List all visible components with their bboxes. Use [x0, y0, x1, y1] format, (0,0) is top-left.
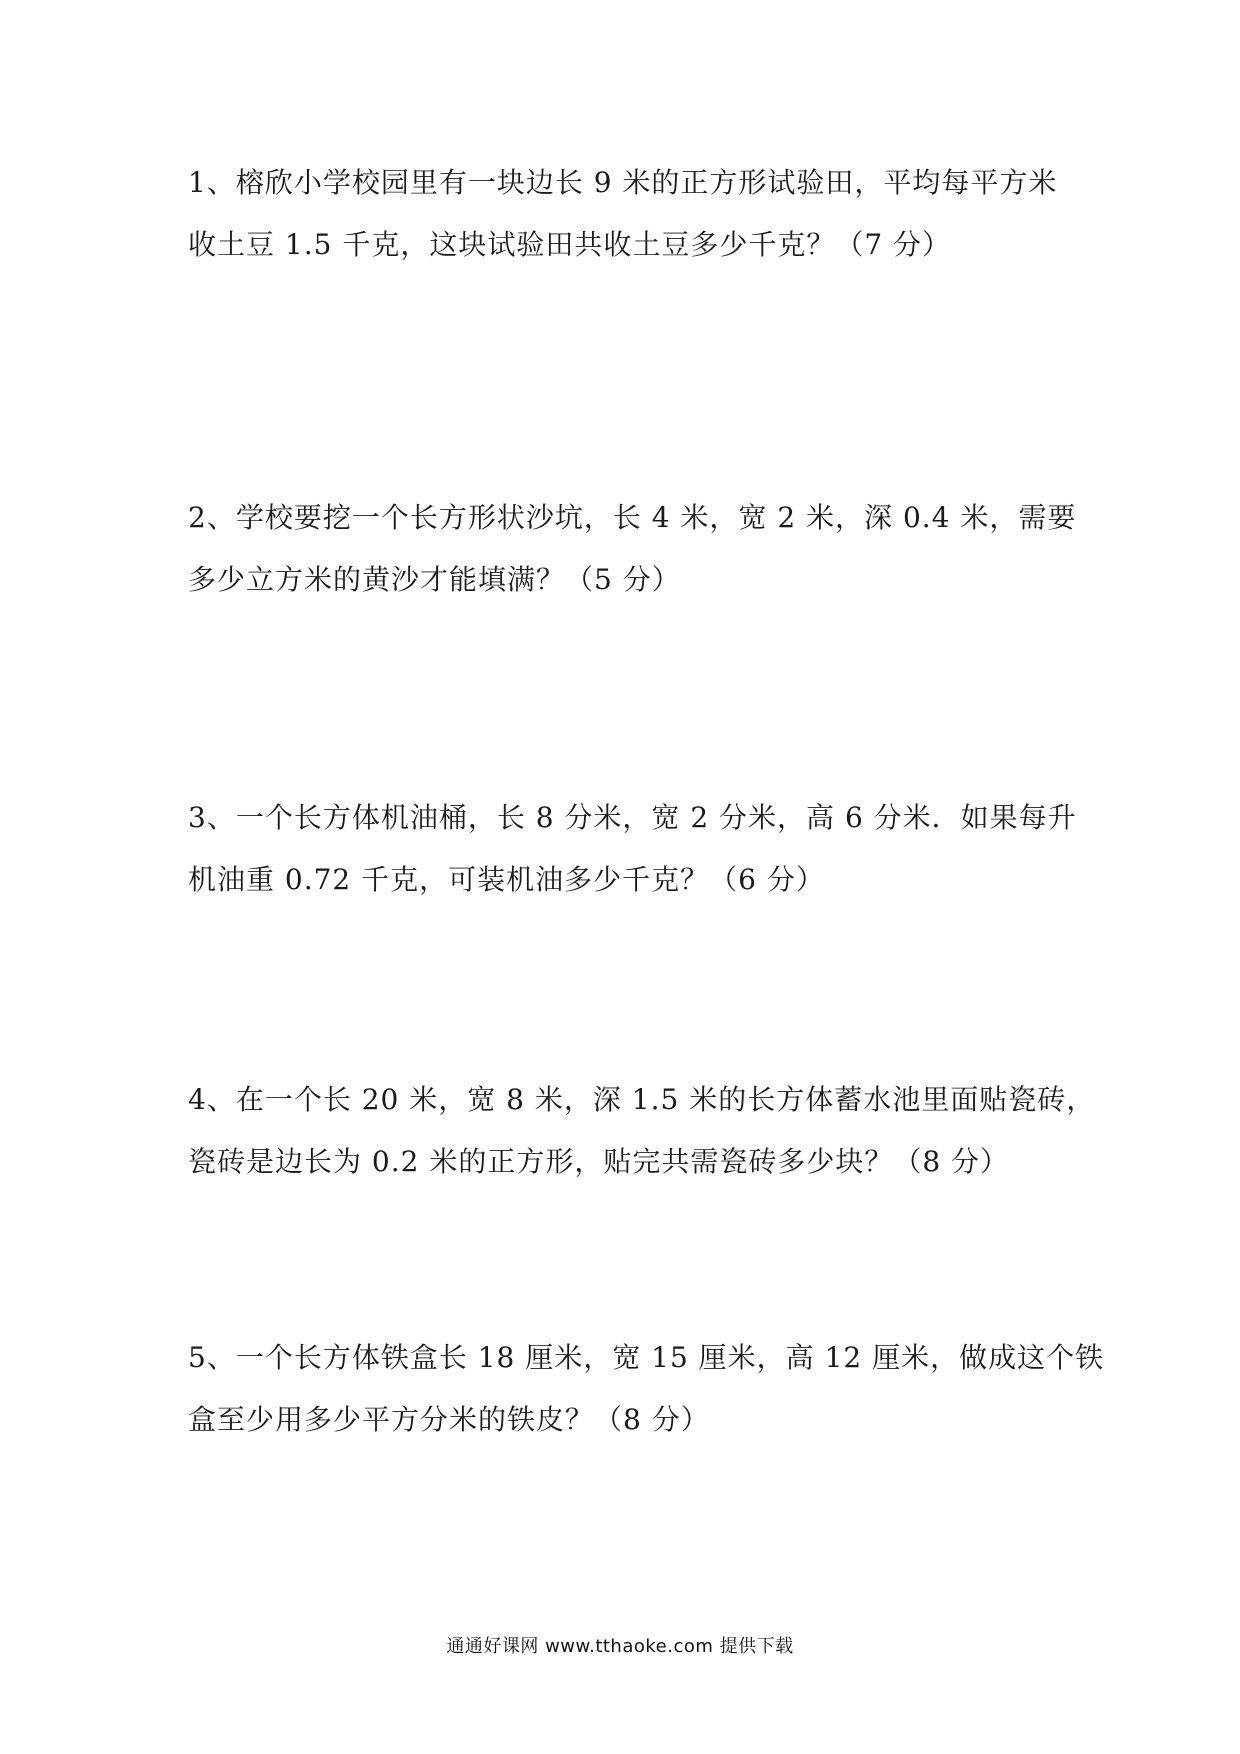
question-2-line-2: 多少立方米的黄沙才能填满？（5 分）: [188, 563, 681, 596]
question-4-line-2: 瓷砖是边长为 0.2 米的正方形，贴完共需瓷砖多少块？（8 分）: [188, 1145, 1010, 1178]
question-3-line-2: 机油重 0.72 千克，可装机油多少千克？（6 分）: [188, 863, 825, 896]
question-5-line-2: 盒至少用多少平方分米的铁皮？（8 分）: [188, 1403, 710, 1436]
question-5: [188, 1327, 1105, 1451]
question-5-line-1: 5、一个长方体铁盒长 18 厘米，宽 15 厘米，高 12 厘米，做成这个铁: [188, 1341, 1105, 1374]
question-4-line-1: 4、在一个长 20 米，宽 8 米，深 1.5 米的长方体蓄水池里面贴瓷砖，: [188, 1083, 1096, 1116]
question-2-line-1: 2、学校要挖一个长方形状沙坑，长 4 米，宽 2 米，深 0.4 米，需要: [188, 501, 1077, 534]
page-footer: 通通好课网 www.tthaoke.com 提供下载: [446, 1636, 794, 1657]
question-1: [188, 152, 1068, 276]
question-2: [188, 487, 1077, 611]
question-3: [188, 787, 1077, 911]
question-3-line-1: 3、一个长方体机油桶，长 8 分米，宽 2 分米，高 6 分米．如果每升: [188, 801, 1077, 834]
question-1-line-2: 收土豆 1.5 千克，这块试验田共收土豆多少千克？（7 分）: [188, 228, 952, 261]
question-4: [188, 1069, 1096, 1193]
question-1-line-1: 1、榕欣小学校园里有一块边长 9 米的正方形试验田，平均每平方米: [188, 166, 1058, 199]
